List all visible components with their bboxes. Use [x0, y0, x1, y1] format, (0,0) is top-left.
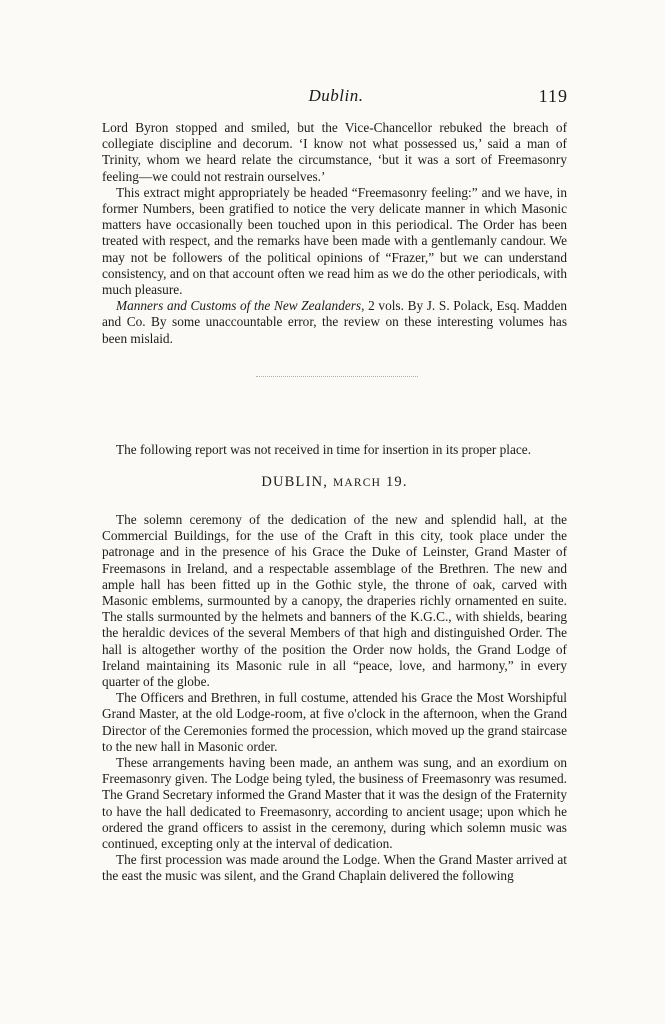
heading-place: DUBLIN,	[261, 474, 329, 491]
text-block-report	[102, 512, 567, 885]
paragraph-report-2: The Officers and Brethren, in full costume, attended his Grace the Most Worshipful Grand Master, at the old Lodge-room, at five o'clock in the afternoon, when the Grand Director of the Ceremonies formed the procession, which moved up the grand staircase to the new hall in Masonic order.	[102, 690, 567, 754]
paragraph-review-note	[102, 298, 567, 347]
running-head-title: Dublin.	[308, 86, 364, 105]
paragraph-freemasonry-feeling: This extract might appropriately be headed “Freemasonry feeling:” and we have, in former Numbers, been gratified to notice the very delicate manner in which Masonic matters have occasionally been touched upon in this periodical. The Order has been treated with respect, and the remarks have been made with a gentlemanly candour. We may not be followers of the political opinions of “Frazer,” but we can understand consistency, and on that account often we read him as we do the other periodicals, with much pleasure.	[102, 184, 567, 298]
paragraph-notice: The following report was not received in time for insertion in its proper place.	[116, 442, 532, 457]
section-divider	[256, 376, 418, 381]
section-heading	[102, 474, 567, 491]
running-head	[104, 86, 568, 110]
text-block-notice	[102, 442, 567, 499]
heading-day: 19.	[385, 474, 408, 491]
paragraph-continuation: Lord Byron stopped and smiled, but the Vice-Chancellor rebuked the breach of collegiate discipline and decorum. ‘I know not what possessed us,’ said a man of Trinity, whom we heard relate the circumstance, ‘but it was a sort of Freemasonry feeling—we could not restrain ourselves.’	[102, 120, 567, 184]
paragraph-report-3: These arrangements having been made, an anthem was sung, and an exordium on Freemasonry given. The Lodge being tyled, the business of Freemasonry was resumed. The Grand Secretary informed the Grand Master that it was the design of the Fraternity to have the hall dedicated to Freemasonry, according to ancient usage; upon which he ordered the grand officers to assist in the ceremony, during which solemn music was continued, excepting only at the interval of dedication.	[102, 755, 567, 852]
review-note-text: , 2 vols. By J. S. Polack, Esq. Madden and Co. By some unaccountable error, the review on these interesting volumes has been mislaid.	[102, 298, 567, 346]
heading-month: MARCH	[332, 477, 382, 490]
page-number: 119	[538, 86, 568, 106]
review-book-title: Manners and Customs of the New Zealanders	[116, 298, 362, 314]
paragraph-report-1: The solemn ceremony of the dedication of the new and splendid hall, at the Commercial Buildings, for the use of the Craft in this city, took place under the patronage and in the presence of his Grace the Duke of Leinster, Grand Master of Freemasons in Ireland, and a respectable assemblage of the Brethren. The new and ample hall has been fitted up in the Gothic style, the throne of oak, carved with Masonic emblems, surmounted by a canopy, the draperies richly ornamented en suite. The stalls surmounted by the helmets and banners of the K.G.C., with shields, bearing the heraldic devices of the several Members of that high and distinguished Order. The hall is altogether worthy of the position the Order now holds, the Grand Lodge of Ireland maintaining its Masonic rule in all “peace, love, and harmony,” in every quarter of the globe.	[102, 512, 567, 690]
text-block-top	[102, 120, 567, 347]
paragraph-report-4: The first procession was made around the Lodge. When the Grand Master arrived at the east the music was silent, and the Grand Chaplain delivered the following	[102, 852, 567, 884]
